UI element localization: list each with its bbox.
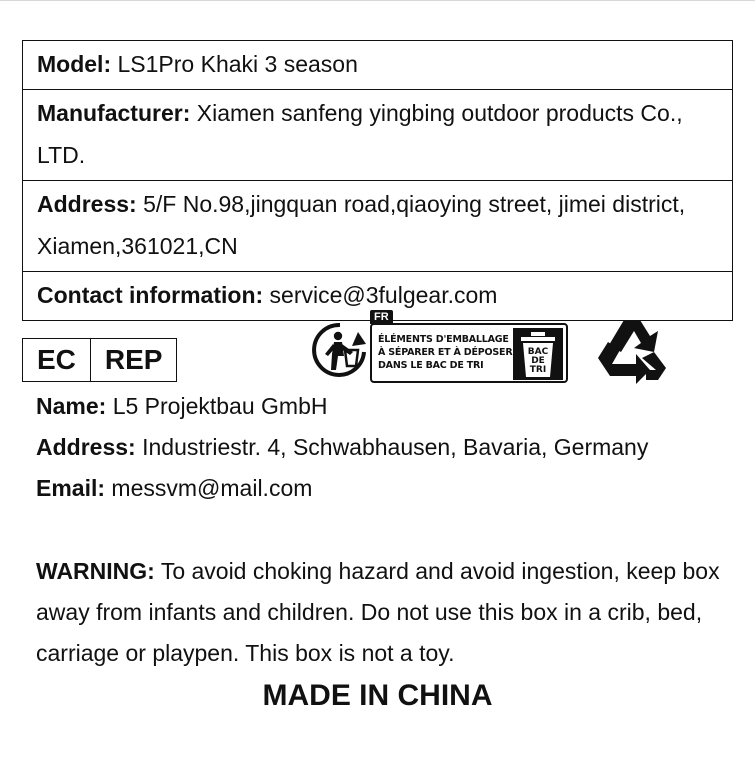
ec-rep-symbol xyxy=(22,338,177,382)
rep-email-label: Email: xyxy=(36,475,106,501)
contact-label: Contact information: xyxy=(37,282,264,308)
sorting-instructions xyxy=(378,333,512,372)
ec-cell: EC xyxy=(37,344,76,375)
rep-cell: REP xyxy=(90,339,177,381)
warning-text: To avoid choking hazard and avoid ingestion, keep box away from infants and children. Do not use this box in a crib, bed, carriage or playpen. This box is not a toy. xyxy=(36,558,720,666)
manufacturer-row xyxy=(23,89,732,180)
rep-name-line xyxy=(36,391,327,421)
address-label: Address: xyxy=(37,191,137,217)
model-row xyxy=(23,41,732,89)
warning-label: WARNING: xyxy=(36,558,155,584)
triman-icon xyxy=(312,322,368,378)
sorting-line-3: DANS LE BAC DE TRI xyxy=(378,360,484,371)
rep-email-value: messvm@mail.com xyxy=(111,475,313,501)
product-info-table xyxy=(22,40,733,321)
made-in-china: MADE IN CHINA xyxy=(262,679,493,712)
rep-name-label: Name: xyxy=(36,393,107,419)
warning-paragraph xyxy=(36,551,736,674)
address-row xyxy=(23,180,732,271)
rep-address-label: Address: xyxy=(36,434,136,460)
recycle-icon xyxy=(594,314,670,386)
contact-value: service@3fulgear.com xyxy=(269,282,498,308)
address-value: 5/F No.98,jingquan road,qiaoying street, jimei district, Xiamen,361021,CN xyxy=(37,191,686,259)
manufacturer-value: Xiamen sanfeng yingbing outdoor products Co., LTD. xyxy=(37,100,683,168)
bin-label-1: BAC xyxy=(527,347,549,357)
model-value: LS1Pro Khaki 3 season xyxy=(117,51,358,77)
model-label: Model: xyxy=(37,51,112,77)
top-divider xyxy=(0,0,755,1)
recycling-bin-icon xyxy=(513,328,563,380)
manufacturer-label: Manufacturer: xyxy=(37,100,191,126)
rep-name-value: L5 Projektbau GmbH xyxy=(112,393,328,419)
sorting-line-2: À SÉPARER ET À DÉPOSER xyxy=(378,347,513,358)
bin-label-3: TRI xyxy=(529,365,547,375)
rep-address-value: Industriestr. 4, Schwabhausen, Bavaria, Germany xyxy=(142,434,649,460)
rep-address-line xyxy=(36,432,648,462)
fr-tag: FR xyxy=(370,310,393,324)
bin-label-2: DE xyxy=(531,356,545,366)
rep-email-line xyxy=(36,473,312,503)
triman-info-block xyxy=(370,310,572,386)
sorting-line-1: ÉLÉMENTS D'EMBALLAGE xyxy=(378,334,509,345)
sorting-info-box xyxy=(370,323,568,383)
